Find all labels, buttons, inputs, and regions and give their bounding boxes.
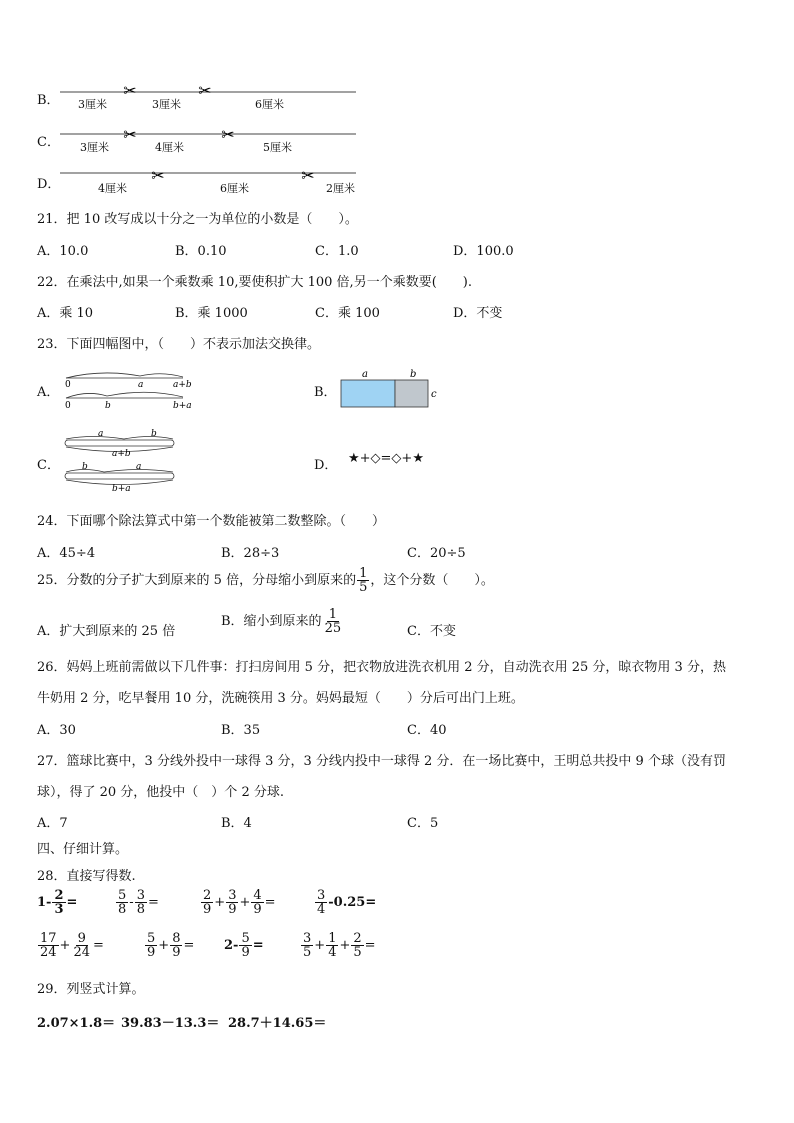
question-24: 24．下面哪个除法算式中第一个数能被第二数整除。（ ） — [37, 514, 386, 529]
expression: 2- $\frac{5}{9}$ = — [224, 931, 264, 960]
question-26-line2: 牛奶用 2 分，吃早餐用 10 分，洗碗筷用 3 分。妈妈最短（ ）分后可出门上班。 — [37, 691, 524, 706]
q23-option-a[interactable]: A． — [37, 385, 60, 400]
q23-option-b[interactable]: B． — [314, 385, 337, 400]
star-diamond-equation: ★+◇=◇+★ — [348, 451, 424, 466]
expression: $\frac{5}{8}$ - $\frac{3}{8}$ = — [118, 888, 159, 917]
a-plus-b-label: a+b — [112, 449, 131, 459]
segment-label: 3厘米 — [80, 141, 109, 154]
expression: $\frac{2}{9}$ + $\frac{3}{9}$ + $\frac{4}{9}$ = — [203, 888, 276, 917]
q25-option-b[interactable] — [221, 608, 344, 635]
rectangle-area-diagram — [338, 366, 442, 410]
scissors-icon: ✂ — [123, 125, 137, 144]
option-d-label: D． — [37, 177, 61, 192]
q21-option-a[interactable]: A．10.0 — [37, 244, 89, 259]
question-28: 28．直接写得数. — [37, 869, 136, 884]
zero-label: 0 — [65, 401, 71, 411]
question-26-line1: 26．妈妈上班前需做以下几件事：打扫房间用 5 分，把衣物放进洗衣机用 2 分，自动洗衣用 25 分，晾衣物用 3 分，热 — [37, 660, 726, 675]
b-label: b — [151, 429, 157, 439]
option-c-label: C． — [37, 135, 60, 150]
expression: $\frac{5}{9}$ + $\frac{8}{9}$ = — [147, 931, 195, 960]
b-label: b — [410, 369, 417, 380]
q25-option-a[interactable]: A．扩大到原来的 25 倍 — [37, 624, 176, 639]
segment-label: 6厘米 — [220, 182, 249, 195]
q27-option-a[interactable]: A．7 — [37, 816, 68, 831]
question-25 — [37, 567, 494, 594]
section-heading: 四、仔细计算。 — [37, 842, 129, 857]
number-line-diagram — [62, 368, 197, 412]
q25-option-b-text: B．缩小到原来的 — [221, 614, 322, 629]
b-label: b — [82, 462, 88, 472]
zero-label: 0 — [65, 380, 71, 390]
q21-option-d[interactable]: D．100.0 — [453, 244, 514, 259]
expression: 1- $\frac{2}{3}$ = — [37, 888, 78, 917]
c-label: c — [431, 389, 437, 400]
q22-option-c[interactable]: C．乘 100 — [315, 306, 380, 321]
q26-option-b[interactable]: B．35 — [221, 723, 261, 738]
q26-option-c[interactable]: C．40 — [407, 723, 447, 738]
scissors-icon: ✂ — [198, 82, 212, 100]
q22-option-b[interactable]: B．乘 1000 — [175, 306, 248, 321]
b-plus-a-label: b+a — [173, 401, 192, 411]
segment-label: 6厘米 — [255, 98, 284, 111]
option-b-label: B． — [37, 93, 60, 108]
q22-option-a[interactable]: A．乘 10 — [37, 306, 94, 321]
b-plus-a-label: b+a — [112, 484, 131, 494]
vertical-calc-expression: 2.07×1.8＝ — [37, 1016, 116, 1031]
scissors-icon: ✂ — [151, 166, 165, 185]
q27-option-c[interactable]: C．5 — [407, 816, 439, 831]
q23-option-c[interactable]: C． — [37, 458, 60, 473]
q24-option-c[interactable]: C．20÷5 — [407, 546, 466, 561]
segment-label: 3厘米 — [152, 98, 181, 111]
vertical-calc-expression: 28.7＋14.65＝ — [228, 1016, 327, 1031]
a-label: a — [98, 429, 104, 439]
question-27-line2: 球），得了 20 分，他投中（ ）个 2 分球. — [37, 785, 284, 800]
segment-label: 4厘米 — [98, 182, 127, 195]
expression: $\frac{3}{4}$ -0.25= — [317, 888, 377, 917]
q24-option-b[interactable]: B．28÷3 — [221, 546, 280, 561]
scissors-icon: ✂ — [301, 166, 315, 185]
segment-label: 4厘米 — [155, 141, 184, 154]
q27-option-b[interactable]: B．4 — [221, 816, 252, 831]
expression: $\frac{17}{24}$ + $\frac{9}{24}$ = — [40, 931, 104, 960]
q25-option-c[interactable]: C．不变 — [407, 624, 456, 639]
b-label: b — [105, 401, 111, 411]
question-27-line1: 27．篮球比赛中，3 分线外投中一球得 3 分，3 分线内投中一球得 2 分．在一场比赛中，王明总共投中 9 个球（没有罚 — [37, 754, 726, 769]
q23-option-d[interactable]: D． — [314, 458, 338, 473]
question-23: 23．下面四幅图中，（ ）不表示加法交换律。 — [37, 337, 321, 352]
q26-option-a[interactable]: A．30 — [37, 723, 76, 738]
expression: $\frac{3}{5}$ + $\frac{1}{4}$ + $\frac{2}{5}$ = — [303, 931, 376, 960]
vertical-calc-expression: 39.83－13.3＝ — [121, 1016, 220, 1031]
bar-model-diagram — [62, 426, 180, 494]
q24-option-a[interactable]: A．45÷4 — [37, 546, 96, 561]
question-22: 22．在乘法中,如果一个乘数乘 10,要使积扩大 100 倍,另一个乘数要( ). — [37, 275, 472, 290]
q21-option-b[interactable]: B．0.10 — [175, 244, 227, 259]
a-label: a — [362, 369, 368, 380]
question-29: 29．列竖式计算。 — [37, 982, 145, 997]
q22-option-d[interactable]: D．不变 — [453, 306, 503, 321]
q25-text-end: ，这个分数（ ）。 — [370, 573, 494, 588]
segment-label: 2厘米 — [326, 182, 355, 195]
fraction: $\frac{1}{25}$ — [324, 607, 342, 636]
q25-text: 25．分数的分子扩大到原来的 5 倍，分母缩小到原来的 — [37, 573, 357, 588]
q21-option-c[interactable]: C．1.0 — [315, 244, 359, 259]
segment-label: 3厘米 — [78, 98, 107, 111]
segment-label: 5厘米 — [263, 141, 292, 154]
a-label: a — [136, 462, 142, 472]
a-label: a — [138, 380, 144, 390]
fraction: $\frac{1}{5}$ — [359, 566, 368, 595]
scissors-icon: ✂ — [123, 82, 137, 100]
question-21: 21．把 10 改写成以十分之一为单位的小数是（ ）。 — [37, 212, 358, 227]
a-plus-b-label: a+b — [173, 380, 192, 390]
scissors-icon: ✂ — [221, 125, 235, 144]
